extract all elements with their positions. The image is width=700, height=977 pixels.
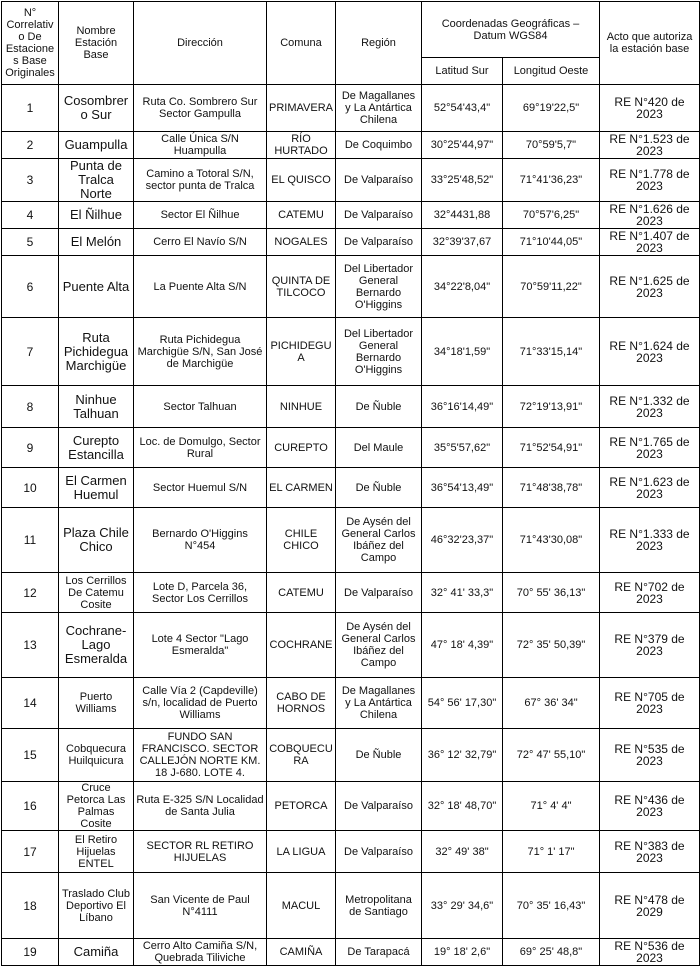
cell-num: 9 bbox=[2, 428, 59, 468]
header-region: Región bbox=[336, 2, 422, 85]
cell-num: 17 bbox=[2, 831, 59, 873]
table-row bbox=[2, 729, 700, 782]
cell-address: SECTOR RL RETIRO HIJUELAS bbox=[134, 831, 267, 873]
cell-region: De Ñuble bbox=[336, 468, 422, 508]
cell-station-name: El Retiro Hijuelas ENTEL bbox=[59, 831, 134, 873]
cell-acto: RE N°1.624 de 2023 bbox=[600, 318, 700, 386]
cell-address: Sector Huemul S/N bbox=[134, 468, 267, 508]
cell-region: De Ñuble bbox=[336, 386, 422, 428]
table-row bbox=[2, 873, 700, 939]
cell-comuna: PICHIDEGUA bbox=[267, 318, 336, 386]
cell-acto: RE N°705 de 2023 bbox=[600, 678, 700, 729]
cell-station-name: Punta de Tralca Norte bbox=[59, 159, 134, 202]
cell-station-name: Camiña bbox=[59, 939, 134, 966]
cell-latitude: 34°18'1,59" bbox=[422, 318, 503, 386]
header-address: Dirección bbox=[134, 2, 267, 85]
cell-comuna: CATEMU bbox=[267, 573, 336, 613]
cell-num: 10 bbox=[2, 468, 59, 508]
header-lon: Longitud Oeste bbox=[503, 58, 600, 85]
cell-comuna: RÍO HURTADO bbox=[267, 132, 336, 159]
header-name: Nombre Estación Base bbox=[59, 2, 134, 85]
cell-station-name: Cosombrero Sur bbox=[59, 85, 134, 132]
cell-latitude: 33° 29' 34,6" bbox=[422, 873, 503, 939]
table-row bbox=[2, 782, 700, 831]
cell-latitude: 54° 56' 17,30" bbox=[422, 678, 503, 729]
cell-acto: RE N°383 de 2023 bbox=[600, 831, 700, 873]
cell-address: Cerro El Navío S/N bbox=[134, 229, 267, 256]
cell-comuna: CAMIÑA bbox=[267, 939, 336, 966]
cell-region: De Valparaíso bbox=[336, 229, 422, 256]
cell-longitude: 70°59'11,22" bbox=[503, 256, 600, 318]
cell-region: Metropolitana de Santiago bbox=[336, 873, 422, 939]
cell-region: De Magallanes y La Antártica Chilena bbox=[336, 678, 422, 729]
cell-latitude: 47° 18' 4,39" bbox=[422, 613, 503, 678]
cell-acto: RE N°702 de 2023 bbox=[600, 573, 700, 613]
cell-longitude: 71°48'38,78" bbox=[503, 468, 600, 508]
cell-address: Bernardo O'Higgins N°454 bbox=[134, 508, 267, 573]
cell-address: La Puente Alta S/N bbox=[134, 256, 267, 318]
table-row bbox=[2, 229, 700, 256]
table-row bbox=[2, 678, 700, 729]
header-lat: Latitud Sur bbox=[422, 58, 503, 85]
cell-longitude: 70°57'6,25" bbox=[503, 202, 600, 229]
cell-latitude: 19° 18' 2,6" bbox=[422, 939, 503, 966]
cell-num: 4 bbox=[2, 202, 59, 229]
cell-address: Ruta Co. Sombrero Sur Sector Gampulla bbox=[134, 85, 267, 132]
table-row bbox=[2, 386, 700, 428]
table-row bbox=[2, 318, 700, 386]
table-row bbox=[2, 202, 700, 229]
cell-num: 15 bbox=[2, 729, 59, 782]
cell-latitude: 34°22'8,04" bbox=[422, 256, 503, 318]
cell-latitude: 46°32'23,37" bbox=[422, 508, 503, 573]
cell-acto: RE N°535 de 2023 bbox=[600, 729, 700, 782]
table-row bbox=[2, 831, 700, 873]
cell-longitude: 70° 55' 36,13" bbox=[503, 573, 600, 613]
cell-address: Lote 4 Sector "Lago Esmeralda" bbox=[134, 613, 267, 678]
cell-region: De Valparaíso bbox=[336, 159, 422, 202]
cell-acto: RE N°1.765 de 2023 bbox=[600, 428, 700, 468]
cell-longitude: 72° 47' 55,10" bbox=[503, 729, 600, 782]
cell-num: 8 bbox=[2, 386, 59, 428]
cell-station-name: Puente Alta bbox=[59, 256, 134, 318]
cell-longitude: 67° 36' 34" bbox=[503, 678, 600, 729]
cell-acto: RE N°1.626 de 2023 bbox=[600, 202, 700, 229]
cell-region: De Aysén del General Carlos Ibáñez del Campo bbox=[336, 613, 422, 678]
cell-comuna: COCHRANE bbox=[267, 613, 336, 678]
cell-address: Loc. de Domulgo, Sector Rural bbox=[134, 428, 267, 468]
cell-station-name: Plaza Chile Chico bbox=[59, 508, 134, 573]
cell-longitude: 71°43'30,08" bbox=[503, 508, 600, 573]
table-row bbox=[2, 85, 700, 132]
cell-station-name: Cobquecura Huilquicura bbox=[59, 729, 134, 782]
cell-latitude: 32° 18' 48,70" bbox=[422, 782, 503, 831]
table-row bbox=[2, 256, 700, 318]
cell-station-name: El Ñilhue bbox=[59, 202, 134, 229]
cell-station-name: Curepto Estancilla bbox=[59, 428, 134, 468]
cell-region: De Ñuble bbox=[336, 729, 422, 782]
cell-acto: RE N°1.333 de 2023 bbox=[600, 508, 700, 573]
cell-station-name: Guampulla bbox=[59, 132, 134, 159]
table-body bbox=[2, 85, 700, 966]
cell-latitude: 36°54'13,49" bbox=[422, 468, 503, 508]
cell-latitude: 30°25'44,97" bbox=[422, 132, 503, 159]
cell-region: De Valparaíso bbox=[336, 573, 422, 613]
cell-address: Lote D, Parcela 36, Sector Los Cerrillos bbox=[134, 573, 267, 613]
cell-station-name: Traslado Club Deportivo El Líbano bbox=[59, 873, 134, 939]
header-num: N° Correlativo De Estaciones Base Originales bbox=[2, 2, 59, 85]
cell-num: 13 bbox=[2, 613, 59, 678]
cell-longitude: 72° 35' 50,39" bbox=[503, 613, 600, 678]
cell-station-name: Cochrane-Lago Esmeralda bbox=[59, 613, 134, 678]
cell-longitude: 69° 25' 48,8" bbox=[503, 939, 600, 966]
cell-num: 19 bbox=[2, 939, 59, 966]
cell-comuna: MACUL bbox=[267, 873, 336, 939]
cell-num: 11 bbox=[2, 508, 59, 573]
cell-longitude: 71°52'54,91" bbox=[503, 428, 600, 468]
cell-region: De Aysén del General Carlos Ibáñez del Campo bbox=[336, 508, 422, 573]
cell-station-name: El Melón bbox=[59, 229, 134, 256]
cell-num: 3 bbox=[2, 159, 59, 202]
table-row bbox=[2, 613, 700, 678]
cell-comuna: LA LIGUA bbox=[267, 831, 336, 873]
cell-longitude: 71°33'15,14" bbox=[503, 318, 600, 386]
cell-region: De Valparaíso bbox=[336, 202, 422, 229]
cell-num: 6 bbox=[2, 256, 59, 318]
cell-address: Sector Talhuan bbox=[134, 386, 267, 428]
cell-acto: RE N°1.523 de 2023 bbox=[600, 132, 700, 159]
cell-region: Del Libertador General Bernardo O'Higgins bbox=[336, 256, 422, 318]
cell-station-name: Los Cerrillos De Catemu Cosite bbox=[59, 573, 134, 613]
cell-acto: RE N°1.625 de 2023 bbox=[600, 256, 700, 318]
cell-address: Calle Vía 2 (Capdeville) s/n, localidad de Puerto Williams bbox=[134, 678, 267, 729]
cell-latitude: 32° 41' 33,3" bbox=[422, 573, 503, 613]
cell-latitude: 32° 49' 38" bbox=[422, 831, 503, 873]
cell-comuna: CUREPTO bbox=[267, 428, 336, 468]
header-acto: Acto que autoriza la estación base bbox=[600, 2, 700, 85]
table-row bbox=[2, 428, 700, 468]
cell-address: Camino a Totoral S/N, sector punta de Tralca bbox=[134, 159, 267, 202]
cell-address: FUNDO SAN FRANCISCO. SECTOR CALLEJÓN NORTE KM. 18 J-680. LOTE 4. bbox=[134, 729, 267, 782]
cell-address: Ruta Pichidegua Marchigüe S/N, San José de Marchigüe bbox=[134, 318, 267, 386]
cell-acto: RE N°436 de 2023 bbox=[600, 782, 700, 831]
cell-comuna: NOGALES bbox=[267, 229, 336, 256]
cell-num: 16 bbox=[2, 782, 59, 831]
cell-address: Sector El Ñilhue bbox=[134, 202, 267, 229]
cell-latitude: 32°4431,88 bbox=[422, 202, 503, 229]
cell-num: 2 bbox=[2, 132, 59, 159]
cell-address: Cerro Alto Camiña S/N, Quebrada Tiliviche bbox=[134, 939, 267, 966]
cell-region: Del Maule bbox=[336, 428, 422, 468]
cell-latitude: 36°16'14,49" bbox=[422, 386, 503, 428]
header-coords: Coordenadas Geográficas – Datum WGS84 bbox=[422, 2, 600, 58]
cell-acto: RE N°379 de 2023 bbox=[600, 613, 700, 678]
table-row bbox=[2, 508, 700, 573]
cell-acto: RE N°1.778 de 2023 bbox=[600, 159, 700, 202]
cell-acto: RE N°1.332 de 2023 bbox=[600, 386, 700, 428]
table-row bbox=[2, 132, 700, 159]
cell-num: 1 bbox=[2, 85, 59, 132]
cell-latitude: 36° 12' 32,79" bbox=[422, 729, 503, 782]
cell-comuna: CHILE CHICO bbox=[267, 508, 336, 573]
cell-num: 14 bbox=[2, 678, 59, 729]
cell-region: De Coquimbo bbox=[336, 132, 422, 159]
cell-comuna: NINHUE bbox=[267, 386, 336, 428]
cell-latitude: 32°39'37,67 bbox=[422, 229, 503, 256]
cell-latitude: 35°5'57,62" bbox=[422, 428, 503, 468]
cell-longitude: 71°41'36,23" bbox=[503, 159, 600, 202]
table-row bbox=[2, 468, 700, 508]
cell-longitude: 71° 4' 4" bbox=[503, 782, 600, 831]
base-stations-table bbox=[1, 1, 700, 966]
cell-region: De Tarapacá bbox=[336, 939, 422, 966]
cell-address: Calle Única S/N Huampulla bbox=[134, 132, 267, 159]
cell-longitude: 71°10'44,05" bbox=[503, 229, 600, 256]
cell-latitude: 33°25'48,52" bbox=[422, 159, 503, 202]
cell-comuna: COBQUECURA bbox=[267, 729, 336, 782]
cell-acto: RE N°1.407 de 2023 bbox=[600, 229, 700, 256]
cell-longitude: 70° 35' 16,43" bbox=[503, 873, 600, 939]
cell-longitude: 71° 1' 17" bbox=[503, 831, 600, 873]
cell-longitude: 69°19'22,5" bbox=[503, 85, 600, 132]
cell-station-name: Puerto Williams bbox=[59, 678, 134, 729]
cell-num: 18 bbox=[2, 873, 59, 939]
cell-num: 5 bbox=[2, 229, 59, 256]
cell-comuna: PETORCA bbox=[267, 782, 336, 831]
table-row bbox=[2, 573, 700, 613]
cell-region: De Valparaíso bbox=[336, 782, 422, 831]
cell-station-name: Ninhue Talhuan bbox=[59, 386, 134, 428]
cell-address: San Vicente de Paul N°4111 bbox=[134, 873, 267, 939]
cell-longitude: 72°19'13,91" bbox=[503, 386, 600, 428]
cell-address: Ruta E-325 S/N Localidad de Santa Julia bbox=[134, 782, 267, 831]
cell-region: Del Libertador General Bernardo O'Higgins bbox=[336, 318, 422, 386]
cell-acto: RE N°536 de 2023 bbox=[600, 939, 700, 966]
cell-longitude: 70°59'5,7" bbox=[503, 132, 600, 159]
cell-acto: RE N°1.623 de 2023 bbox=[600, 468, 700, 508]
cell-station-name: El Carmen Huemul bbox=[59, 468, 134, 508]
cell-num: 7 bbox=[2, 318, 59, 386]
table-row bbox=[2, 159, 700, 202]
cell-station-name: Cruce Petorca Las Palmas Cosite bbox=[59, 782, 134, 831]
cell-region: De Valparaíso bbox=[336, 831, 422, 873]
table-row bbox=[2, 939, 700, 966]
cell-acto: RE N°420 de 2023 bbox=[600, 85, 700, 132]
cell-comuna: PRIMAVERA bbox=[267, 85, 336, 132]
cell-latitude: 52°54'43,4" bbox=[422, 85, 503, 132]
cell-comuna: EL QUISCO bbox=[267, 159, 336, 202]
cell-comuna: QUINTA DE TILCOCO bbox=[267, 256, 336, 318]
cell-num: 12 bbox=[2, 573, 59, 613]
cell-station-name: Ruta Pichidegua Marchigüe bbox=[59, 318, 134, 386]
cell-comuna: CATEMU bbox=[267, 202, 336, 229]
cell-comuna: CABO DE HORNOS bbox=[267, 678, 336, 729]
header-comuna: Comuna bbox=[267, 2, 336, 85]
cell-comuna: EL CARMEN bbox=[267, 468, 336, 508]
cell-acto: RE N°478 de 2029 bbox=[600, 873, 700, 939]
cell-region: De Magallanes y La Antártica Chilena bbox=[336, 85, 422, 132]
